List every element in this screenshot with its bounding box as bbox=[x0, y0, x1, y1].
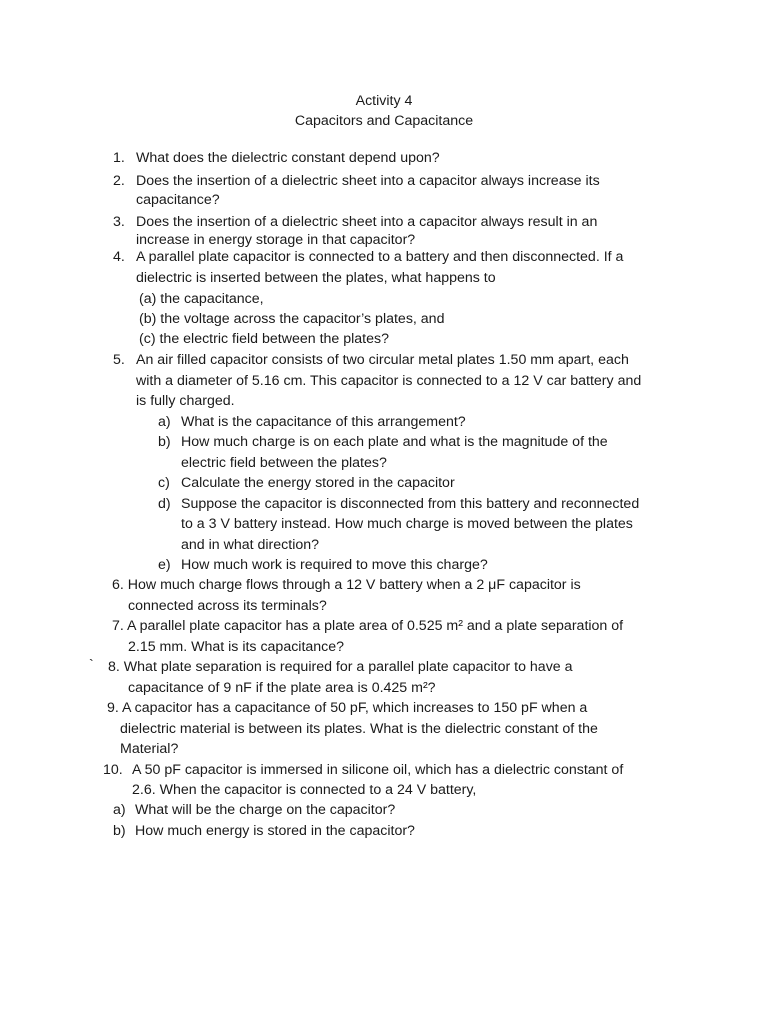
sub-item-label: a) bbox=[158, 414, 171, 430]
question-text: is fully charged. bbox=[136, 393, 235, 409]
sub-item-text: Calculate the energy stored in the capacitor bbox=[181, 475, 455, 491]
question-text: An air filled capacitor consists of two circular metal plates 1.50 mm apart, each bbox=[136, 352, 629, 368]
page-subtitle: Capacitors and Capacitance bbox=[294, 113, 474, 129]
sub-item-label: b) bbox=[158, 434, 171, 450]
question-text: 8. What plate separation is required for a parallel plate capacitor to have a bbox=[108, 659, 573, 675]
sub-item-text: How much work is required to move this charge? bbox=[181, 557, 488, 573]
sub-item-label: a) bbox=[113, 802, 126, 818]
question-text: dielectric is inserted between the plates, what happens to bbox=[136, 270, 496, 286]
question-text: with a diameter of 5.16 cm. This capacitor is connected to a 12 V car battery and bbox=[136, 373, 642, 389]
sub-item-label: e) bbox=[158, 557, 171, 573]
question-text: A parallel plate capacitor is connected to a battery and then disconnected. If a bbox=[136, 249, 624, 265]
sub-item-text: How much charge is on each plate and what is the magnitude of the bbox=[181, 434, 608, 450]
question-number: 2. bbox=[113, 173, 125, 189]
question-number: 3. bbox=[113, 214, 125, 230]
sub-item-text: (a) the capacitance, bbox=[139, 291, 264, 307]
question-text: 2.15 mm. What is its capacitance? bbox=[128, 639, 345, 655]
sub-item-text: and in what direction? bbox=[181, 537, 320, 553]
question-number: 4. bbox=[113, 249, 125, 265]
question-text: Material? bbox=[120, 741, 179, 757]
sub-item-label: b) bbox=[113, 823, 126, 839]
question-text: dielectric material is between its plates. What is the dielectric constant of the bbox=[120, 721, 598, 737]
sub-item-text: Suppose the capacitor is disconnected from this battery and reconnected bbox=[181, 496, 640, 512]
sub-item-text: How much energy is stored in the capacitor? bbox=[135, 823, 415, 839]
question-text: 7. A parallel plate capacitor has a plate area of 0.525 m² and a plate separation of bbox=[112, 618, 624, 634]
stray-mark: ` bbox=[89, 657, 94, 673]
sub-item-text: What will be the charge on the capacitor? bbox=[135, 802, 396, 818]
question-text: What does the dielectric constant depend upon? bbox=[136, 150, 440, 166]
question-text: 2.6. When the capacitor is connected to a 24 V battery, bbox=[132, 782, 477, 798]
question-number: 1. bbox=[113, 150, 125, 166]
question-text: connected across its terminals? bbox=[128, 598, 327, 614]
question-text: A 50 pF capacitor is immersed in silicone oil, which has a dielectric constant of bbox=[132, 762, 624, 778]
sub-item-text: to a 3 V battery instead. How much charge is moved between the plates bbox=[181, 516, 633, 532]
question-number: 10. bbox=[103, 762, 123, 778]
question-text: capacitance of 9 nF if the plate area is 0.425 m²? bbox=[128, 680, 436, 696]
sub-item-text: What is the capacitance of this arrangement? bbox=[181, 414, 466, 430]
page-title: Activity 4 bbox=[355, 93, 413, 109]
sub-item-text: (c) the electric field between the plates? bbox=[139, 331, 389, 347]
question-text: 9. A capacitor has a capacitance of 50 pF, which increases to 150 pF when a bbox=[107, 700, 588, 716]
sub-item-label: c) bbox=[158, 475, 170, 491]
sub-item-text: electric field between the plates? bbox=[181, 455, 387, 471]
question-text: increase in energy storage in that capacitor? bbox=[136, 232, 416, 248]
question-number: 5. bbox=[113, 352, 125, 368]
question-text: Does the insertion of a dielectric sheet into a capacitor always increase its bbox=[136, 173, 600, 189]
sub-item-text: (b) the voltage across the capacitor’s plates, and bbox=[139, 311, 445, 327]
question-text: capacitance? bbox=[136, 192, 220, 208]
question-text: Does the insertion of a dielectric sheet into a capacitor always result in an bbox=[136, 214, 598, 230]
sub-item-label: d) bbox=[158, 496, 171, 512]
question-text: 6. How much charge flows through a 12 V battery when a 2 μF capacitor is bbox=[112, 577, 581, 593]
